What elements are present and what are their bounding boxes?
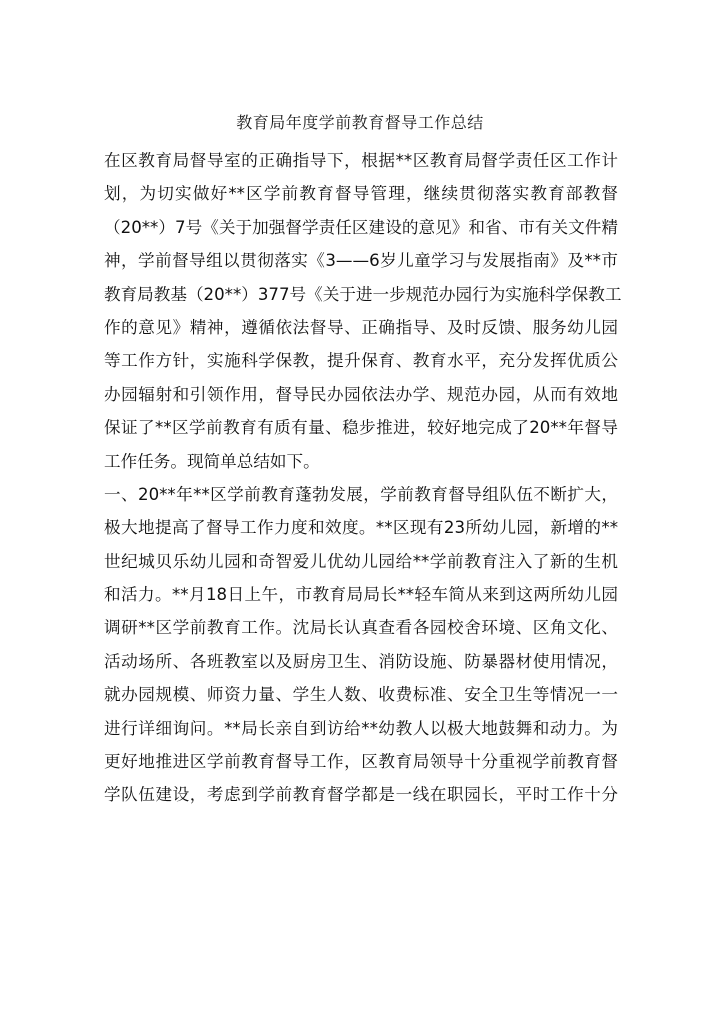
- body-line: 神，学前督导组以贯彻落实《3——6岁儿童学习与发展指南》及**市: [104, 251, 618, 271]
- body-line: 调研**区学前教育工作。沈局长认真查看各园校舍环境、区角文化、: [104, 618, 618, 638]
- body-line: 进行详细询问。**局长亲自到访给**幼教人以极大地鼓舞和动力。为: [104, 718, 618, 738]
- body-line: 工作任务。现简单总结如下。: [104, 451, 320, 471]
- document-title: 教育局年度学前教育督导工作总结: [236, 113, 484, 132]
- body-line: 极大地提高了督导工作力度和效度。**区现有23所幼儿园，新增的**: [104, 518, 618, 538]
- body-line: 就办园规模、师资力量、学生人数、收费标准、安全卫生等情况一一: [104, 685, 618, 705]
- body-line: 办园辐射和引领作用，督导民办园依法办学、规范办园，从而有效地: [104, 384, 618, 404]
- body-line: 活动场所、各班教室以及厨房卫生、消防设施、防暴器材使用情况，: [104, 651, 618, 671]
- body-line: 保证了**区学前教育有质有量、稳步推进，较好地完成了20**年督导: [104, 418, 618, 438]
- body-line: 在区教育局督导室的正确指导下，根据**区教育局督学责任区工作计: [104, 151, 618, 170]
- body-line: 等工作方针，实施科学保教，提升保育、教育水平，充分发挥优质公: [104, 351, 618, 371]
- body-line: 世纪城贝乐幼儿园和奇智爱儿优幼儿园给**学前教育注入了新的生机: [104, 551, 618, 571]
- document-body: [104, 144, 622, 812]
- body-line: 学队伍建设，考虑到学前教育督学都是一线在职园长，平时工作十分: [104, 785, 618, 805]
- body-line: 划，为切实做好**区学前教育督导管理，继续贯彻落实教育部教督: [104, 184, 618, 204]
- body-line: （20**）7号《关于加强督学责任区建设的意见》和省、市有关文件精: [104, 217, 618, 237]
- body-line: 更好地推进区学前教育督导工作，区教育局领导十分重视学前教育督: [104, 752, 618, 772]
- body-line: 一、20**年**区学前教育蓬勃发展，学前教育督导组队伍不断扩大，: [104, 484, 618, 504]
- body-line: 和活力。**月18日上午，市教育局局长**轻车简从来到这两所幼儿园: [104, 585, 618, 605]
- body-line: 教育局教基（20**）377号《关于进一步规范办园行为实施科学保教工: [104, 284, 622, 304]
- body-line: 作的意见》精神，遵循依法督导、正确指导、及时反馈、服务幼儿园: [104, 317, 618, 337]
